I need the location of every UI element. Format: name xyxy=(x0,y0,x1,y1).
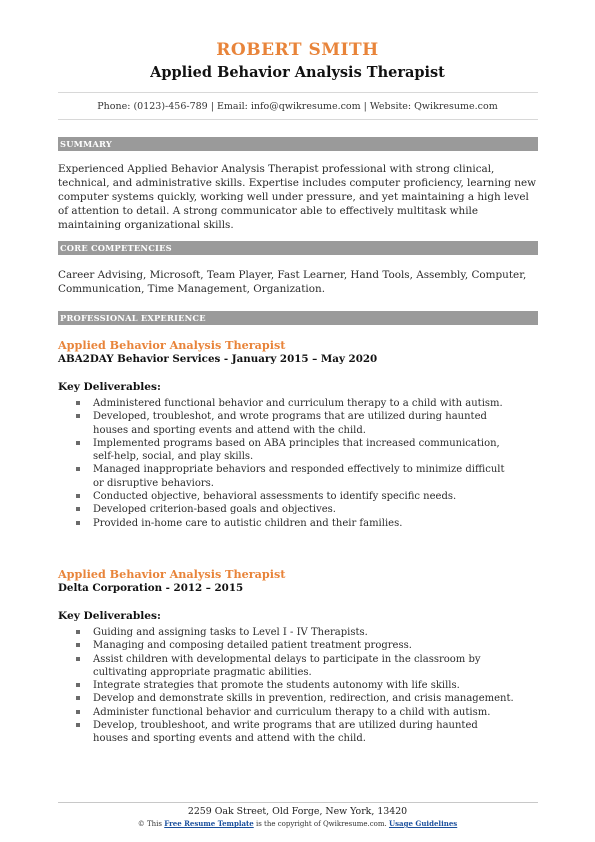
key-deliverables-label: Key Deliverables: xyxy=(58,610,161,622)
header-divider-top xyxy=(58,92,538,93)
copyright-middle: is the copyright of Qwikresume.com. xyxy=(255,820,387,828)
list-item-text: Implemented programs based on ABA principles that increased communication, self-help, social, and play skills. xyxy=(93,437,500,463)
summary-heading: SUMMARY xyxy=(58,137,538,151)
bullet-icon xyxy=(76,696,80,700)
footer-copyright xyxy=(0,819,595,828)
bullet-icon xyxy=(76,441,80,445)
bullet-icon xyxy=(76,467,80,471)
list-item xyxy=(76,397,516,410)
experience-heading: PROFESSIONAL EXPERIENCE xyxy=(58,311,538,325)
list-item-text: Develop, troubleshoot, and write programs that are utilized during haunted houses and sporting events and attend with the child. xyxy=(93,720,478,745)
job-company-dates: ABA2DAY Behavior Services - January 2015 – May 2020 xyxy=(58,353,378,365)
bullet-icon xyxy=(76,657,80,661)
bullet-icon xyxy=(76,630,80,634)
candidate-title: Applied Behavior Analysis Therapist xyxy=(150,64,445,81)
footer-address: 2259 Oak Street, Old Forge, New York, 13420 xyxy=(187,806,408,817)
candidate-name: ROBERT SMITH xyxy=(216,40,379,60)
list-item-text: Developed criterion-based goals and objectives. xyxy=(93,504,336,516)
list-item xyxy=(76,490,516,503)
free-resume-template-link[interactable]: Free Resume Template xyxy=(164,819,254,828)
contact-line: Phone: (0123)-456-789 | Email: info@qwikresume.com | Website: Qwikresume.com xyxy=(97,101,498,112)
deliverables-list xyxy=(76,397,516,530)
list-item-text: Administered functional behavior and curriculum therapy to a child with autism. xyxy=(93,398,503,409)
competencies-heading: CORE COMPETENCIES xyxy=(58,241,538,255)
list-item xyxy=(76,626,516,639)
copyright-prefix: © This xyxy=(137,820,162,828)
bullet-icon xyxy=(76,494,80,498)
bullet-icon xyxy=(76,723,80,727)
competencies-text: Career Advising, Microsoft, Team Player, Fast Learner, Hand Tools, Assembly, Computer, Communication, Time Management, Organization. xyxy=(58,269,527,295)
list-item xyxy=(76,410,516,437)
list-item-text: Assist children with developmental delays to participate in the classroom by cultivating appropriate pragmatic abilities. xyxy=(93,653,481,678)
list-item-text: Conducted objective, behavioral assessments to identify specific needs. xyxy=(93,491,457,503)
list-item xyxy=(76,719,516,746)
list-item-text: Provided in-home care to autistic children and their families. xyxy=(93,517,403,529)
bullet-icon xyxy=(76,507,80,511)
job-title: Applied Behavior Analysis Therapist xyxy=(58,567,286,581)
bullet-icon xyxy=(76,643,80,647)
usage-guidelines-link[interactable]: Usage Guidelines xyxy=(388,819,458,828)
list-item xyxy=(76,503,516,516)
summary-text: Experienced Applied Behavior Analysis Therapist professional with strong clinical, technical, and administrative skills. Expertise includes computer proficiency, learning new computer systems quickly, working well under pressure, and yet maintaining a high level of attention to detail. A strong communicator able to effectively multitask while maintaining organizational skills. xyxy=(58,163,537,231)
list-item-text: Managing and composing detailed patient treatment progress. xyxy=(93,640,412,652)
bullet-icon xyxy=(76,710,80,714)
list-item xyxy=(76,706,516,719)
list-item xyxy=(76,692,516,705)
list-item-text: Managed inappropriate behaviors and responded effectively to minimize difficult or disruptive behaviors. xyxy=(93,464,505,489)
bullet-icon xyxy=(76,414,80,418)
bullet-icon xyxy=(76,401,80,405)
deliverables-list xyxy=(76,626,516,746)
list-item-text: Administer functional behavior and curriculum therapy to a child with autism. xyxy=(93,706,491,718)
list-item-text: Guiding and assigning tasks to Level I - IV Therapists. xyxy=(93,627,368,638)
list-item-text: Develop and demonstrate skills in prevention, redirection, and crisis management. xyxy=(93,693,514,705)
list-item xyxy=(76,679,516,692)
header-divider-bottom xyxy=(58,119,538,120)
bullet-icon xyxy=(76,521,80,525)
list-item xyxy=(76,517,516,530)
job-company-dates: Delta Corporation - 2012 – 2015 xyxy=(58,582,244,594)
job-title: Applied Behavior Analysis Therapist xyxy=(58,338,286,352)
list-item xyxy=(76,653,516,680)
key-deliverables-label: Key Deliverables: xyxy=(58,381,161,393)
list-item xyxy=(76,437,516,464)
bullet-icon xyxy=(76,683,80,687)
footer-divider xyxy=(58,802,538,803)
list-item-text: Integrate strategies that promote the students autonomy with life skills. xyxy=(93,680,460,692)
list-item-text: Developed, troubleshot, and wrote programs that are utilized during haunted houses and sporting events and attend with the child. xyxy=(93,411,487,436)
list-item xyxy=(76,639,516,652)
list-item xyxy=(76,463,516,490)
